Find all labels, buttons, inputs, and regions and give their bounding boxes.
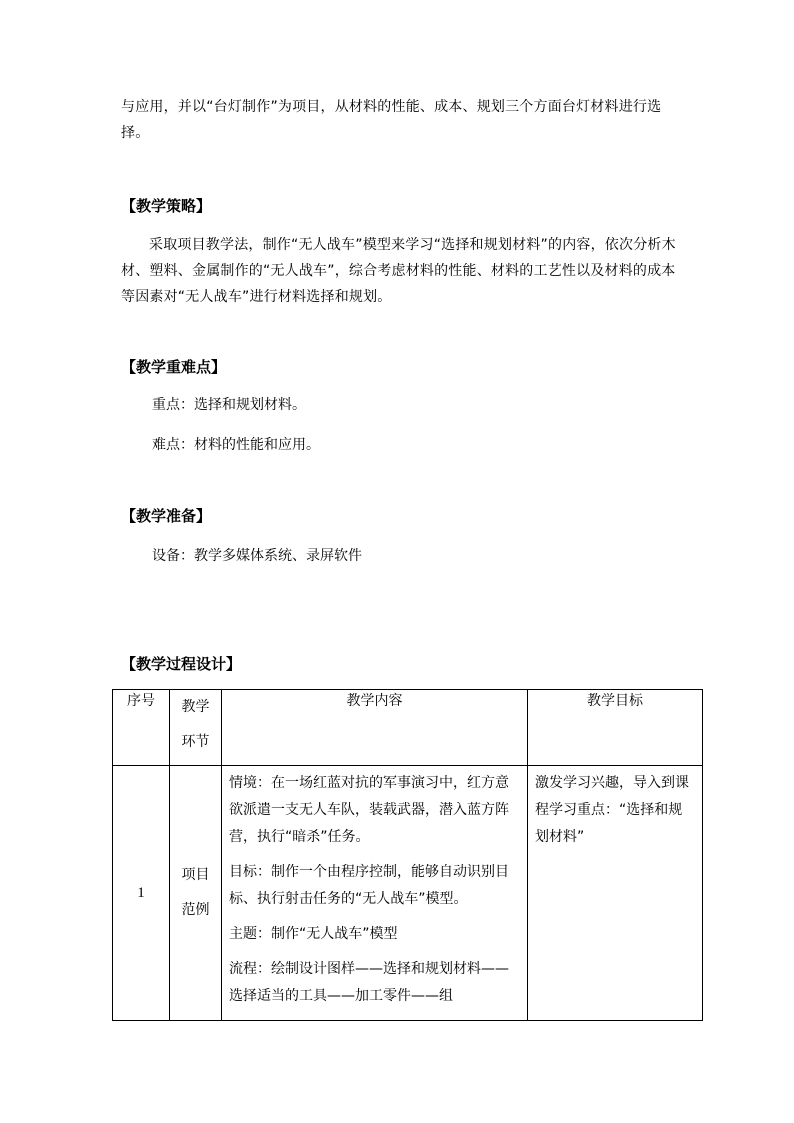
- process-heading: 【教学过程设计】: [121, 655, 242, 673]
- column-header-stage: 教学环节: [170, 690, 222, 766]
- key-points-heading: 【教学重难点】: [121, 358, 227, 376]
- column-header-no: 序号: [113, 690, 170, 766]
- strategy-heading: 【教学策略】: [121, 197, 212, 215]
- equipment-text: 设备：教学多媒体系统、录屏软件: [152, 548, 362, 564]
- key-point-text: 重点：选择和规划材料。: [152, 397, 306, 413]
- column-header-goal: 教学目标: [528, 690, 703, 766]
- row-number: 1: [113, 766, 170, 1021]
- difficult-point-text: 难点：材料的性能和应用。: [152, 437, 320, 453]
- content-situation: 情境：在一场红蓝对抗的军事演习中，红方意欲派遣一支无人车队，装载武器，潜入蓝方阵营，执行“暗杀”任务。: [229, 775, 509, 845]
- preparation-heading: 【教学准备】: [121, 507, 212, 525]
- table-row: [113, 766, 703, 1021]
- column-header-content: 教学内容: [222, 690, 528, 766]
- intro-paragraph: 与应用，并以“台灯制作”为项目，从材料的性能、成本、规划三个方面台灯材料进行选择。: [121, 99, 662, 141]
- content-workflow: 流程：绘制设计图样——选择和规划材料——选择适当的工具——加工零件——组: [229, 961, 509, 1004]
- row-goal: 激发学习兴趣，导入到课程学习重点：“选择和规划材料”: [528, 766, 703, 1021]
- table-header-row: [113, 690, 703, 766]
- content-objective: 目标：制作一个由程序控制，能够自动识别目标、执行射击任务的“无人战车”模型。: [229, 864, 509, 907]
- strategy-text: 采取项目教学法，制作“无人战车”模型来学习“选择和规划材料”的内容，依次分析木材、塑料、金属制作的“无人战车”，综合考虑材料的性能、材料的工艺性以及材料的成本等因素对“无人战车”进行材料选择和规划。: [121, 237, 676, 305]
- row-content: [222, 766, 528, 1021]
- row-stage: 项目范例: [170, 766, 222, 1021]
- content-theme: 主题：制作“无人战车”模型: [229, 926, 398, 942]
- process-table: [112, 689, 703, 1021]
